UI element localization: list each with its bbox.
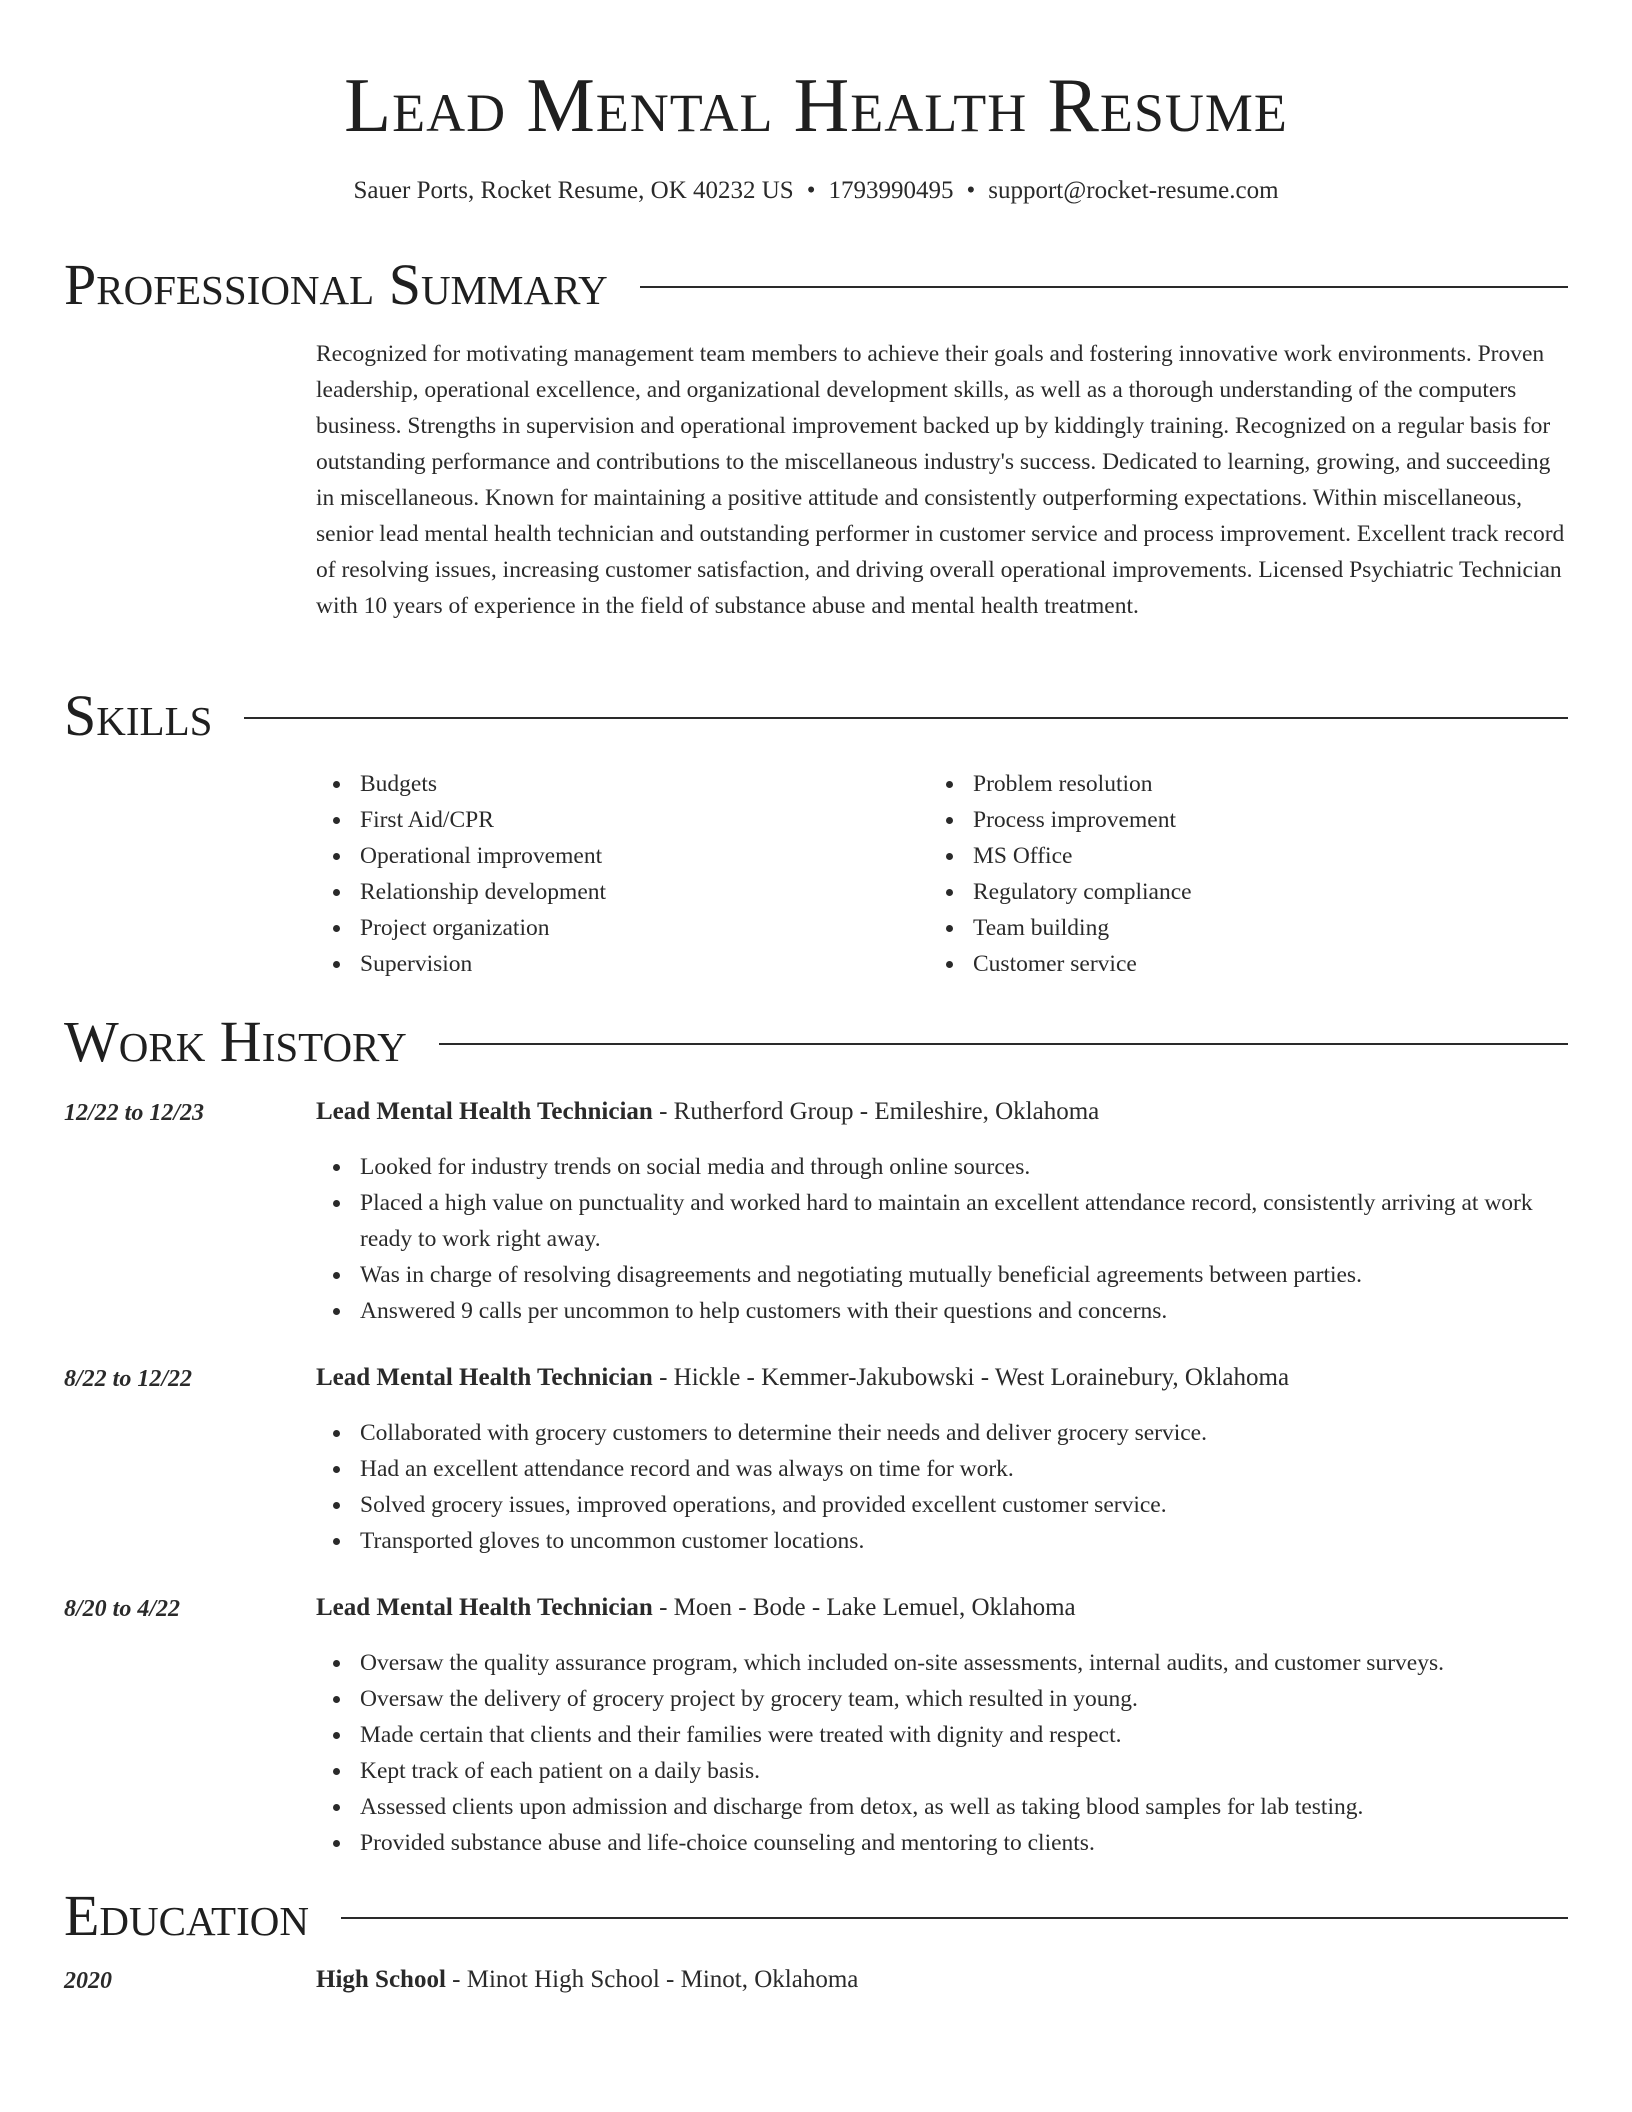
job-bullets xyxy=(316,1149,1574,1329)
education-year: 2020 xyxy=(64,1968,112,1994)
contact-phone: 1793990495 xyxy=(828,177,954,204)
education-degree: High School xyxy=(316,1966,446,1993)
bullet-item: Answered 9 calls per uncommon to help customers with their questions and concerns. xyxy=(360,1293,1574,1329)
bullet-item: Relationship development xyxy=(360,874,876,910)
contact-address: Sauer Ports, Rocket Resume, OK 40232 US xyxy=(353,177,794,204)
bullet-item: Project organization xyxy=(360,910,876,946)
contact-separator: • xyxy=(806,177,816,204)
contact-email: support@rocket-resume.com xyxy=(988,177,1279,204)
bullet-item: Made certain that clients and their families were treated with dignity and respect. xyxy=(360,1717,1574,1753)
job-title: Lead Mental Health Technician xyxy=(316,1594,653,1621)
section-divider xyxy=(244,717,1568,719)
bullet-item: Kept track of each patient on a daily basis. xyxy=(360,1753,1574,1789)
education-school: - Minot High School - Minot, Oklahoma xyxy=(445,1966,859,1993)
contact-separator: • xyxy=(966,177,976,204)
education-heading: Education xyxy=(64,1883,309,1948)
section-divider xyxy=(640,286,1568,288)
job-company: - Moen - Bode - Lake Lemuel, Oklahoma xyxy=(652,1594,1076,1621)
job-dates: 8/22 to 12/22 xyxy=(64,1366,193,1392)
job-dates: 12/22 to 12/23 xyxy=(64,1100,205,1126)
bullet-item: Customer service xyxy=(973,946,1489,982)
skills-heading: Skills xyxy=(64,683,213,748)
bullet-item: Was in charge of resolving disagreements and negotiating mutually beneficial agreements between parties. xyxy=(360,1257,1574,1293)
summary-section-header xyxy=(64,253,1568,317)
job-company: - Rutherford Group - Emileshire, Oklahoma xyxy=(652,1098,1100,1125)
skills-section-header xyxy=(64,684,1568,748)
job-title: Lead Mental Health Technician xyxy=(316,1098,653,1125)
bullet-item: Assessed clients upon admission and discharge from detox, as well as taking blood samples for lab testing. xyxy=(360,1789,1574,1825)
resume-title: Lead Mental Health Resume xyxy=(344,62,1288,148)
bullet-item: Provided substance abuse and life-choice counseling and mentoring to clients. xyxy=(360,1825,1574,1861)
summary-text: Recognized for motivating management team members to achieve their goals and fostering innovative work environments. Proven leadership, operational excellence, and organizational development skills, as well as a thorough understanding of the computers business. Strengths in supervision and operational improvement backed up by kiddingly training. Recognized on a regular basis for outstanding performance and contributions to the miscellaneous industry's success. Dedicated to learning, growing, and succeeding in miscellaneous. Known for maintaining a positive attitude and consistently outperforming expectations. Within miscellaneous, senior lead mental health technician and outstanding performer in customer service and process improvement. Excellent track record of resolving issues, increasing customer satisfaction, and driving overall operational improvements. Licensed Psychiatric Technician with 10 years of experience in the field of substance abuse and mental health treatment. xyxy=(316,341,1565,619)
job-bullets-wrap xyxy=(316,1149,1574,1329)
bullet-item: Operational improvement xyxy=(360,838,876,874)
bullet-item: Regulatory compliance xyxy=(973,874,1489,910)
contact-line xyxy=(0,174,1632,208)
summary-heading: Professional Summary xyxy=(64,252,608,317)
skills-right-list xyxy=(929,766,1489,982)
bullet-item: Budgets xyxy=(360,766,876,802)
job-bullets-wrap xyxy=(316,1415,1574,1559)
bullet-item: Collaborated with grocery customers to determine their needs and deliver grocery service. xyxy=(360,1415,1574,1451)
bullet-item: MS Office xyxy=(973,838,1489,874)
job-bullets xyxy=(316,1645,1574,1861)
job-bullets xyxy=(316,1415,1574,1559)
summary-block xyxy=(316,336,1574,624)
job-heading xyxy=(316,1591,1076,1625)
bullet-item: Process improvement xyxy=(973,802,1489,838)
education-line xyxy=(316,1963,858,1997)
job-bullets-wrap xyxy=(316,1645,1574,1861)
job-heading xyxy=(316,1361,1289,1395)
bullet-item: Team building xyxy=(973,910,1489,946)
bullet-item: Had an excellent attendance record and was always on time for work. xyxy=(360,1451,1574,1487)
bullet-item: Placed a high value on punctuality and worked hard to maintain an excellent attendance record, consistently arriving at work ready to work right away. xyxy=(360,1185,1574,1257)
work-section-header xyxy=(64,1010,1568,1074)
section-divider xyxy=(439,1043,1568,1045)
bullet-item: Looked for industry trends on social media and through online sources. xyxy=(360,1149,1574,1185)
job-title: Lead Mental Health Technician xyxy=(316,1364,653,1391)
bullet-item: Oversaw the delivery of grocery project by grocery team, which resulted in young. xyxy=(360,1681,1574,1717)
skills-right-column xyxy=(929,766,1489,982)
skills-left-column xyxy=(316,766,876,982)
work-heading: Work History xyxy=(64,1009,407,1074)
job-company: - Hickle - Kemmer-Jakubowski - West Lorainebury, Oklahoma xyxy=(652,1364,1290,1391)
skills-left-list xyxy=(316,766,876,982)
bullet-item: Oversaw the quality assurance program, which included on-site assessments, internal audits, and customer surveys. xyxy=(360,1645,1574,1681)
bullet-item: Solved grocery issues, improved operations, and provided excellent customer service. xyxy=(360,1487,1574,1523)
bullet-item: First Aid/CPR xyxy=(360,802,876,838)
job-heading xyxy=(316,1095,1099,1129)
bullet-item: Supervision xyxy=(360,946,876,982)
section-divider xyxy=(341,1917,1568,1919)
bullet-item: Transported gloves to uncommon customer locations. xyxy=(360,1523,1574,1559)
job-dates: 8/20 to 4/22 xyxy=(64,1596,181,1622)
bullet-item: Problem resolution xyxy=(973,766,1489,802)
education-section-header xyxy=(64,1884,1568,1948)
